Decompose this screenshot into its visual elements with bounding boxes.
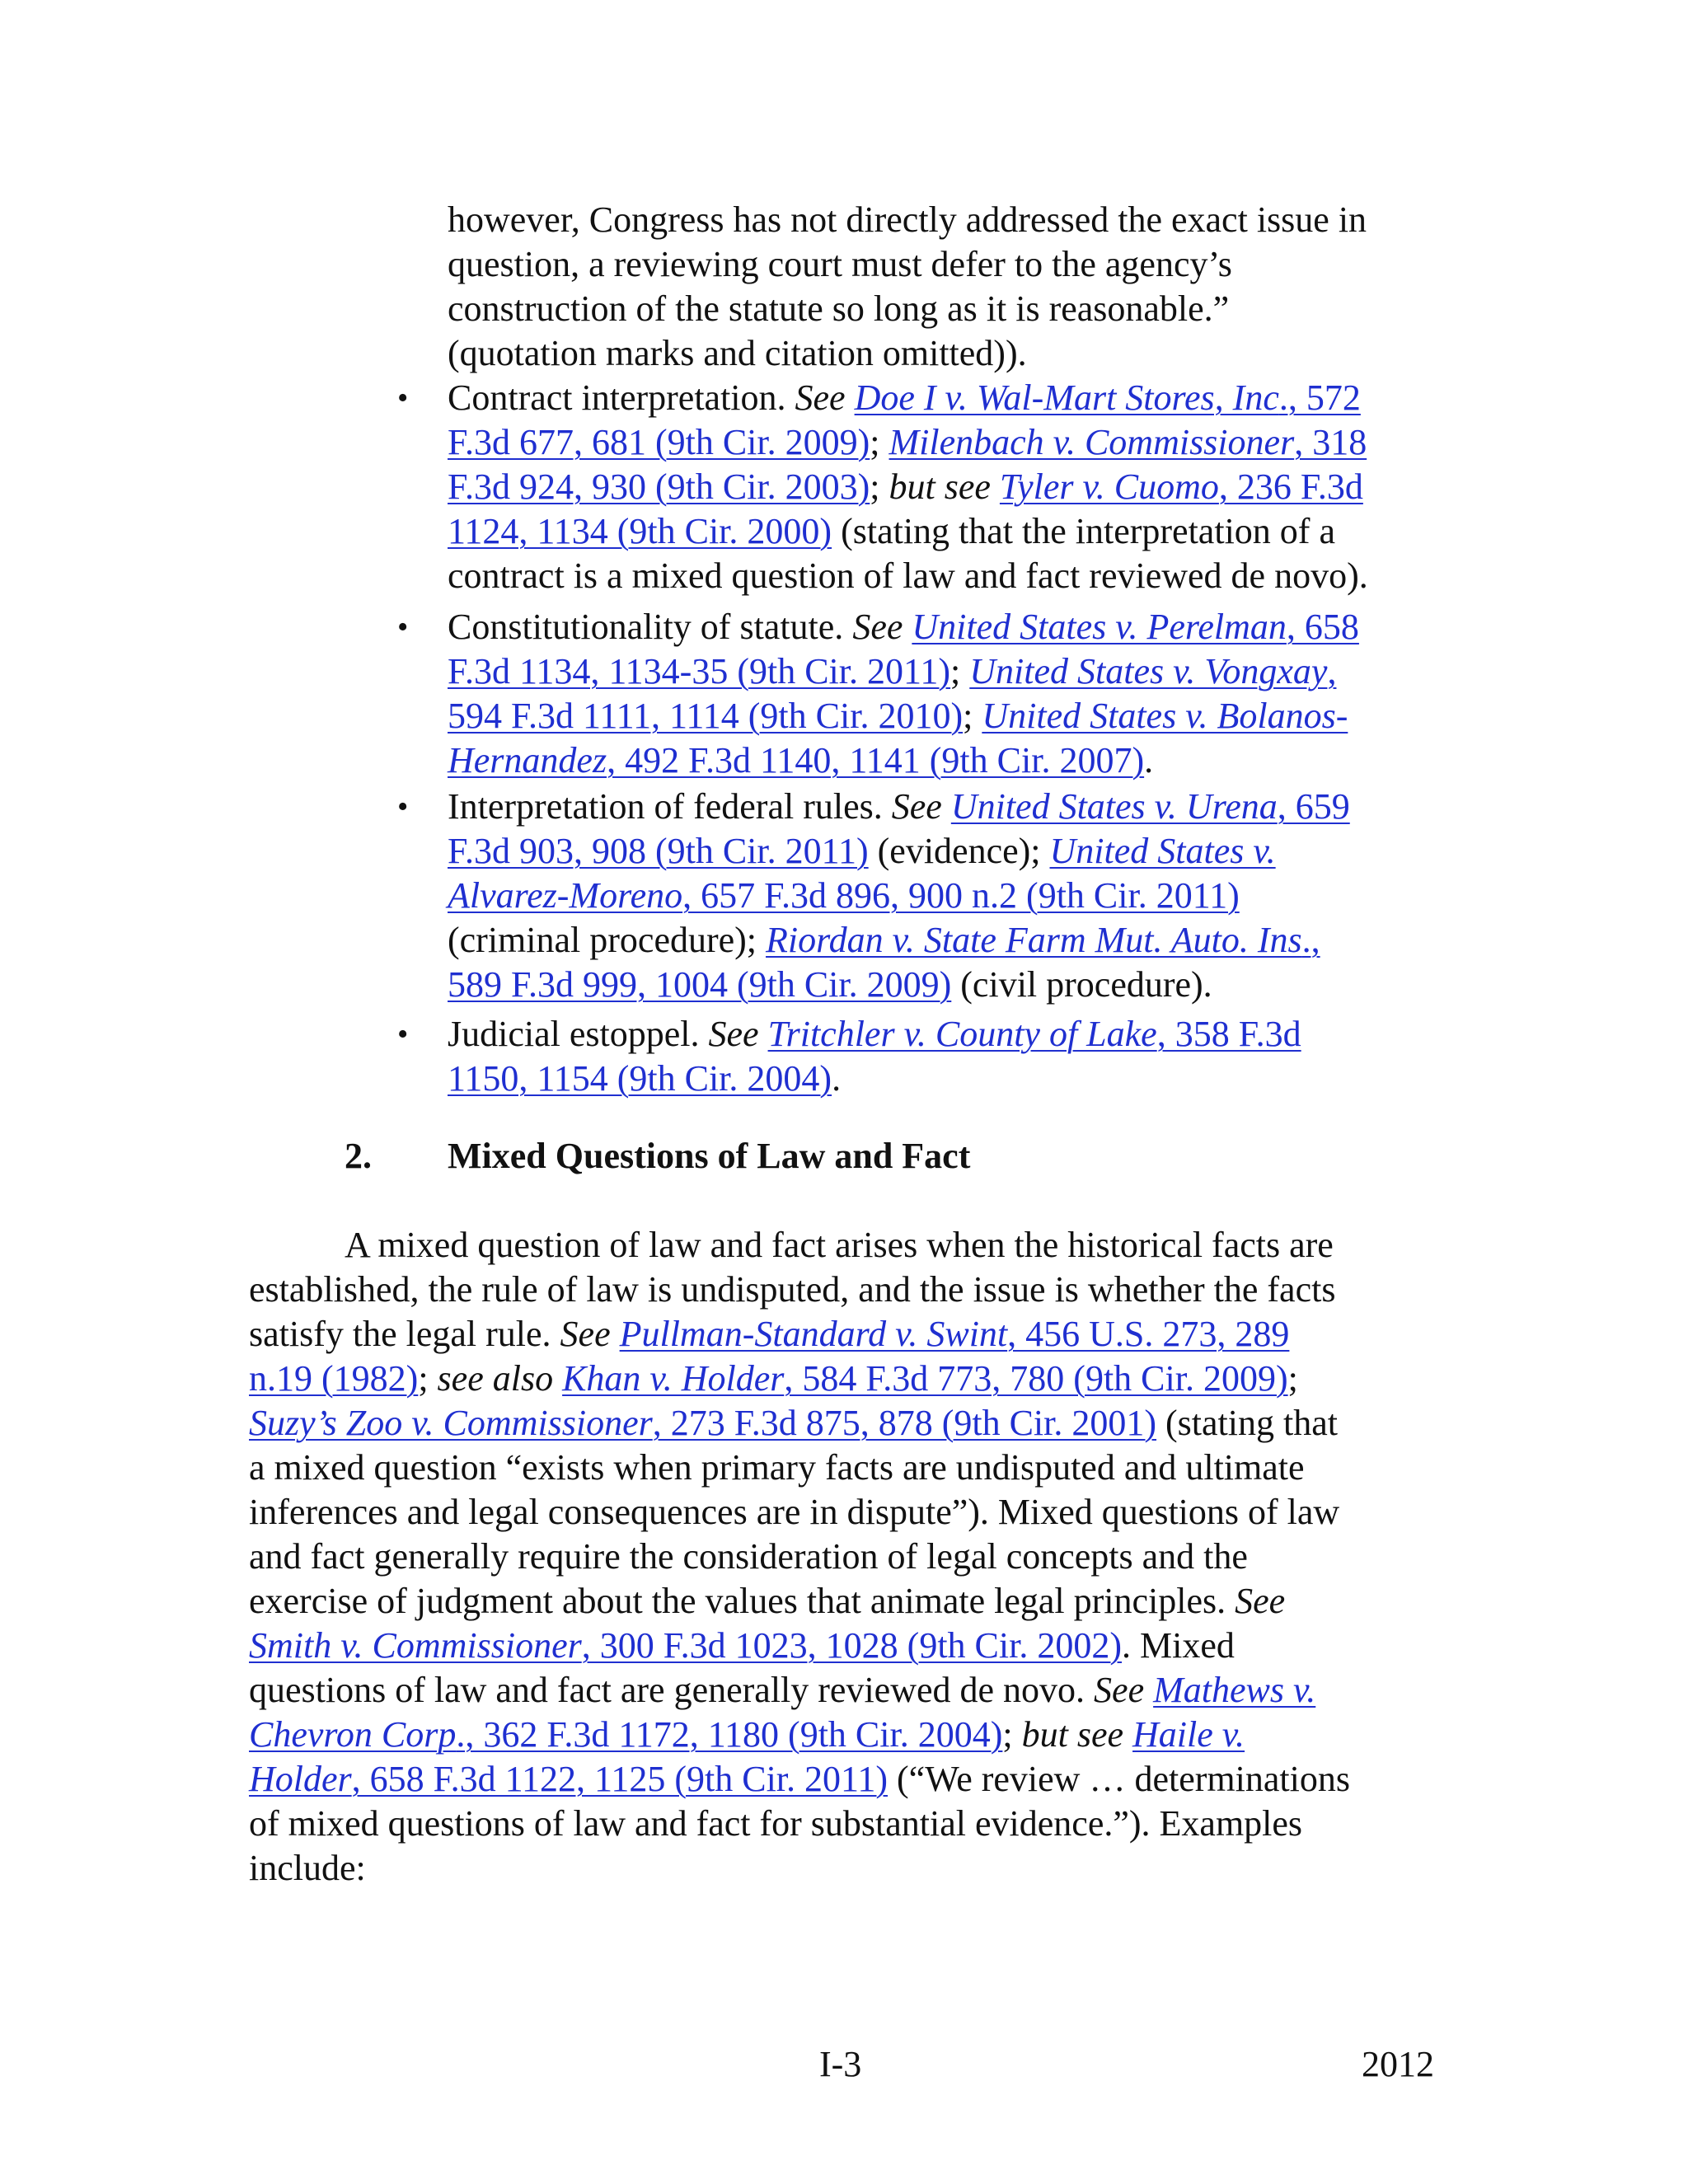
case-cite: n.19 (1982) (249, 1358, 419, 1399)
case-link[interactable] (912, 607, 1359, 647)
space-text (611, 1314, 620, 1354)
case-name: United States v. (1049, 831, 1276, 871)
case-link[interactable] (448, 651, 950, 691)
case-cite: , 492 F.3d 1140, 1141 (9th Cir. 2007) (607, 740, 1145, 780)
body-text: exercise of judgment about the values that animate legal principles. (249, 1581, 1236, 1621)
case-name: United States v. Perelman (912, 607, 1287, 647)
case-name: Milenbach v. Commissioner (889, 422, 1295, 462)
paragraph-line (249, 1401, 1338, 1446)
bullet-line (448, 694, 1348, 738)
case-link[interactable] (249, 1625, 1122, 1666)
bullet-line (448, 918, 1320, 963)
case-link[interactable] (768, 1014, 1301, 1054)
separator-text: . (832, 1058, 842, 1099)
case-cite: , 300 F.3d 1023, 1028 (9th Cir. 2002) (581, 1625, 1123, 1666)
bullet-line (448, 605, 1359, 649)
case-cite: , 273 F.3d 875, 878 (9th Cir. 2001) (652, 1403, 1157, 1443)
parenthetical-text: contract is a mixed question of law and fact reviewed de novo). (448, 555, 1368, 596)
case-name: Chevron Corp (249, 1714, 457, 1755)
paragraph-line (249, 1268, 1335, 1312)
case-link[interactable] (249, 1714, 1002, 1755)
bullet-line (448, 738, 1153, 783)
case-cite: F.3d 903, 908 (9th Cir. 2011) (448, 831, 869, 871)
section-number: 2. (345, 1136, 372, 1176)
case-cite: , (1327, 651, 1337, 691)
case-name: Alvarez-Moreno (448, 875, 683, 916)
case-link[interactable] (448, 511, 832, 551)
section-heading: Mixed Questions of Law and Fact (448, 1136, 971, 1176)
bullet-line (448, 420, 1367, 465)
case-link[interactable] (620, 1314, 1290, 1354)
space-text (903, 607, 912, 647)
topic-text: Interpretation of federal rules. (448, 786, 892, 827)
bullet-line (448, 554, 1368, 598)
case-name: Khan v. Holder (562, 1358, 785, 1399)
signal-text: See (560, 1314, 611, 1354)
bullet-line (448, 1012, 1301, 1057)
signal-text: See (708, 1014, 759, 1054)
space-text (991, 466, 1000, 507)
case-name: Riordan v. State Farm Mut. Auto. Ins (766, 920, 1302, 960)
space-text (553, 1358, 562, 1399)
separator-text: ; (870, 422, 889, 462)
case-link[interactable] (982, 696, 1348, 736)
signal-text: see also (437, 1358, 554, 1399)
signal-text: but see (1021, 1714, 1124, 1755)
case-name: Pullman-Standard v. Swint (619, 1314, 1008, 1354)
case-cite: , 657 F.3d 896, 900 n.2 (9th Cir. 2011) (682, 875, 1240, 916)
separator-text: ; (418, 1358, 438, 1399)
paragraph-line (249, 1535, 1248, 1579)
body-text: . Mixed (1122, 1625, 1235, 1666)
parenthetical-text: (stating that (1156, 1403, 1338, 1443)
case-cite: ., 362 F.3d 1172, 1180 (9th Cir. 2004) (456, 1714, 1003, 1755)
case-name: Tritchler v. County of Lake (767, 1014, 1157, 1054)
bullet-line (448, 465, 1363, 509)
bullet-line (448, 509, 1335, 554)
case-cite: 1150, 1154 (9th Cir. 2004) (448, 1058, 832, 1099)
separator-text: ; (963, 696, 982, 736)
case-link[interactable] (889, 422, 1367, 462)
case-link[interactable] (1000, 466, 1363, 507)
bullet-line (448, 874, 1240, 918)
bullet-line (448, 829, 1276, 874)
continuation-line: construction of the statute so long as it is reasonable.” (448, 288, 1230, 329)
case-link[interactable] (1050, 831, 1276, 871)
space-text (846, 377, 855, 418)
bullet-line (448, 376, 1361, 420)
parenthetical-text: (civil procedure). (951, 964, 1212, 1005)
case-link[interactable] (249, 1759, 888, 1799)
paragraph-line (345, 1223, 1334, 1268)
separator-text: ; (1287, 1358, 1298, 1399)
case-cite: F.3d 1134, 1134-35 (9th Cir. 2011) (448, 651, 951, 691)
bullet-line (448, 649, 1336, 694)
case-cite: , 658 F.3d 1122, 1125 (9th Cir. 2011) (351, 1759, 889, 1799)
case-cite: , 456 U.S. 273, 289 (1007, 1314, 1290, 1354)
case-link[interactable] (448, 740, 1144, 780)
parenthetical-text: (stating that the interpretation of a (832, 511, 1335, 551)
case-cite: , 236 F.3d (1218, 466, 1363, 507)
case-cite: , 318 (1294, 422, 1367, 462)
case-name: Hernandez (448, 740, 607, 780)
case-link[interactable] (448, 964, 951, 1005)
bullet-icon: • (397, 381, 409, 415)
case-cite: F.3d 677, 681 (9th Cir. 2009) (448, 422, 870, 462)
signal-text: See (1094, 1670, 1145, 1710)
case-link[interactable] (951, 786, 1350, 827)
bullet-icon: • (397, 610, 409, 644)
paragraph-line (249, 1713, 1245, 1757)
case-cite: F.3d 924, 930 (9th Cir. 2003) (448, 466, 870, 507)
case-link[interactable] (1132, 1714, 1245, 1755)
signal-text: See (891, 786, 942, 827)
paragraph-line (249, 1579, 1285, 1624)
case-link[interactable] (249, 1403, 1156, 1443)
paragraph-line (249, 1802, 1302, 1846)
bullet-line (448, 1057, 841, 1101)
body-text: inferences and legal consequences are in dispute”). Mixed questions of law (249, 1492, 1340, 1532)
case-name: Tyler v. Cuomo (999, 466, 1219, 507)
signal-text: but see (889, 466, 991, 507)
case-link[interactable] (766, 920, 1320, 960)
case-link[interactable] (448, 422, 870, 462)
case-cite: , 584 F.3d 773, 780 (9th Cir. 2009) (784, 1358, 1288, 1399)
body-text: A mixed question of law and fact arises when the historical facts are (345, 1225, 1334, 1265)
separator-text: . (1144, 740, 1154, 780)
bullet-icon: • (397, 1017, 409, 1052)
case-name: Mathews v. (1153, 1670, 1316, 1710)
case-cite: 1124, 1134 (9th Cir. 2000) (448, 511, 832, 551)
topic-text: Judicial estoppel. (448, 1014, 709, 1054)
parenthetical-text: (“We review … determinations (888, 1759, 1350, 1799)
paragraph-line (249, 1357, 1298, 1401)
body-text: include: (249, 1848, 366, 1888)
case-link[interactable] (448, 466, 870, 507)
case-name: Holder (249, 1759, 352, 1799)
continuation-line: however, Congress has not directly addressed the exact issue in (448, 199, 1367, 240)
case-link[interactable] (969, 651, 1336, 691)
body-text: a mixed question “exists when primary facts are undisputed and ultimate (249, 1447, 1305, 1488)
paragraph-line (249, 1846, 366, 1891)
continuation-line: (quotation marks and citation omitted)). (448, 333, 1027, 373)
bullet-line (448, 963, 1212, 1007)
footer-year: 2012 (1362, 2044, 1434, 2084)
separator-text: ; (950, 651, 970, 691)
signal-text: See (795, 377, 846, 418)
signal-text: See (1235, 1581, 1286, 1621)
paragraph-line (249, 1446, 1305, 1490)
body-text: questions of law and fact are generally reviewed de novo. (249, 1670, 1095, 1710)
case-name: Haile v. (1132, 1714, 1245, 1755)
case-cite: , 659 (1277, 786, 1350, 827)
bullet-line (448, 785, 1350, 829)
case-name: Doe I v. Wal-Mart Stores, Inc (854, 377, 1279, 418)
body-text: satisfy the legal rule. (249, 1314, 560, 1354)
space-text (759, 1014, 768, 1054)
body-text: established, the rule of law is undisputed, and the issue is whether the facts (249, 1269, 1336, 1310)
case-name: Suzy’s Zoo v. Commissioner (249, 1403, 653, 1443)
case-link[interactable] (855, 377, 1361, 418)
case-cite: 594 F.3d 1111, 1114 (9th Cir. 2010) (448, 696, 964, 736)
case-link[interactable] (1153, 1670, 1315, 1710)
paragraph-line (249, 1668, 1315, 1713)
space-text (1123, 1714, 1132, 1755)
paragraph-line (249, 1490, 1339, 1535)
case-link[interactable] (448, 875, 1240, 916)
topic-text: Contract interpretation. (448, 377, 795, 418)
separator-text: ; (1002, 1714, 1022, 1755)
case-name: United States v. Bolanos- (982, 696, 1348, 736)
paragraph-line (249, 1312, 1289, 1357)
body-text: and fact generally require the consideration of legal concepts and the (249, 1536, 1248, 1577)
case-link[interactable] (562, 1358, 1288, 1399)
signal-text: See (852, 607, 903, 647)
paragraph-line (249, 1624, 1235, 1668)
separator-text: ; (870, 466, 889, 507)
case-link[interactable] (448, 1058, 832, 1099)
page-number: I-3 (819, 2044, 862, 2084)
parenthetical-text: (evidence); (868, 831, 1050, 871)
case-cite: ., 572 (1278, 377, 1361, 418)
case-cite: 589 F.3d 999, 1004 (9th Cir. 2009) (448, 964, 952, 1005)
topic-text: Constitutionality of statute. (448, 607, 853, 647)
continuation-line: question, a reviewing court must defer to the agency’s (448, 244, 1232, 284)
case-name: United States v. Urena (950, 786, 1278, 827)
case-cite: , 658 (1286, 607, 1359, 647)
parenthetical-text: (criminal procedure); (448, 920, 767, 960)
case-link[interactable] (448, 831, 869, 871)
space-text (1144, 1670, 1153, 1710)
space-text (942, 786, 951, 827)
body-text: of mixed questions of law and fact for substantial evidence.”). Examples (249, 1803, 1303, 1844)
paragraph-line (249, 1757, 1350, 1802)
case-cite: ., (1301, 920, 1320, 960)
case-name: Smith v. Commissioner (249, 1625, 582, 1666)
case-link[interactable] (448, 696, 963, 736)
case-link[interactable] (249, 1358, 418, 1399)
bullet-icon: • (397, 790, 409, 824)
case-name: United States v. Vongxay (969, 651, 1328, 691)
case-cite: , 358 F.3d (1156, 1014, 1301, 1054)
